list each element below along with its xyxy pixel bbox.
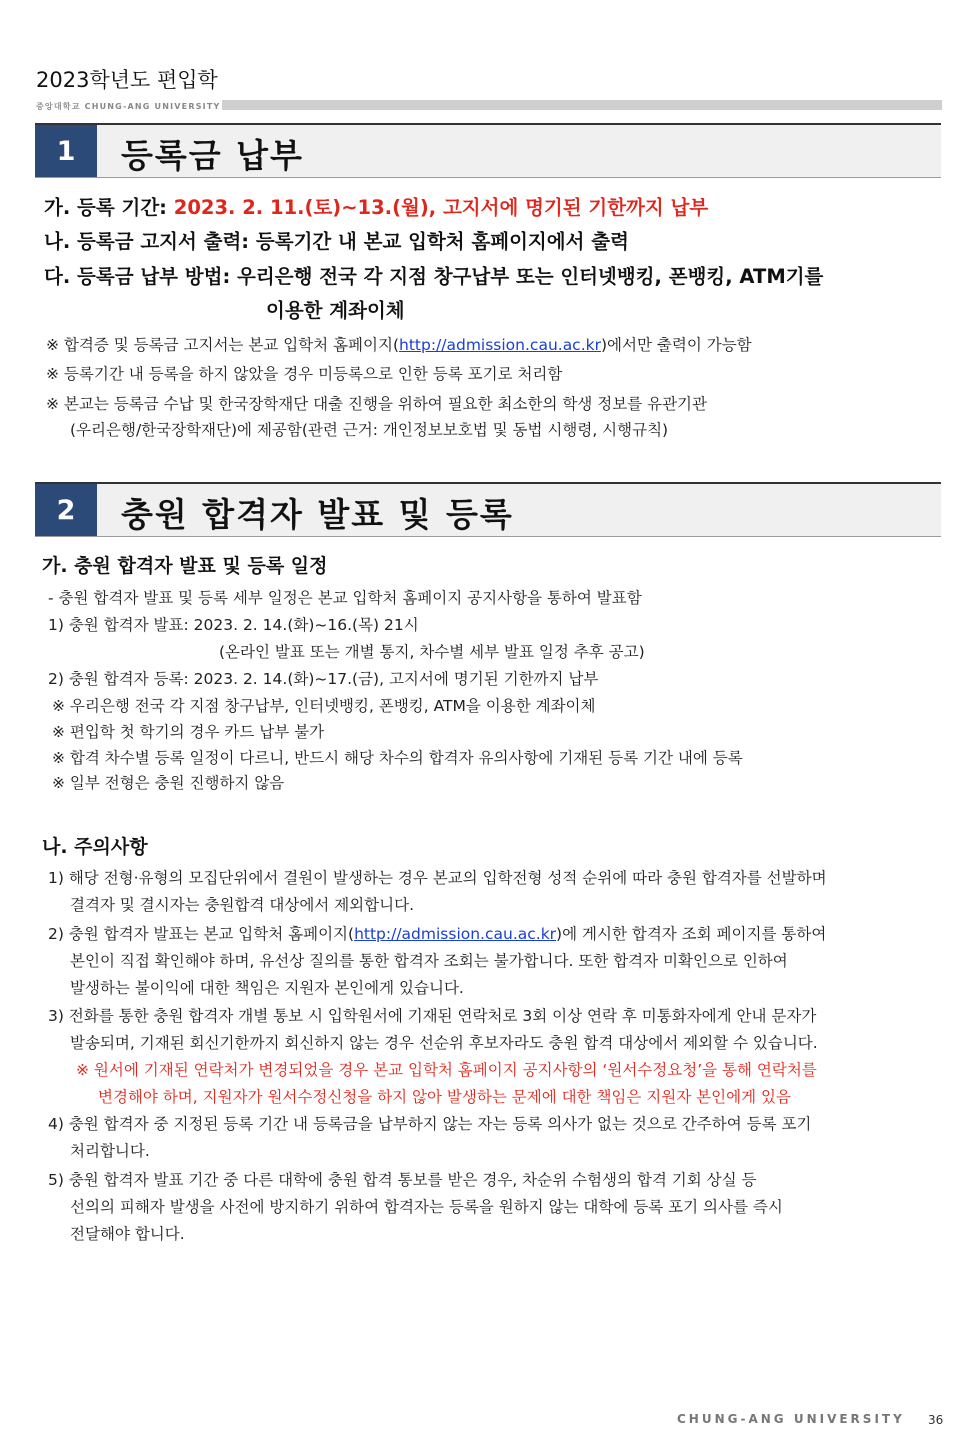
section-1-number: 1	[35, 125, 97, 177]
caution-4-line-1: 4) 충원 합격자 중 지정된 등록 기간 내 등록금을 납부하지 않는 자는 등록 의사가 없는 것으로 간주하여 등록 포기	[48, 1115, 812, 1133]
caution-2-line-2: 본인이 직접 확인해야 하며, 유선상 질의를 통한 합격자 조회는 불가합니다. 또한 합격자 미확인으로 인하여	[70, 952, 788, 970]
caution-2-line-3: 발생하는 불이익에 대한 책임은 지원자 본인에게 있습니다.	[70, 979, 464, 997]
caution-3-line-1: 3) 전화를 통한 충원 합격자 개별 통보 시 입학원서에 기재된 연락처로 3회 이상 연락 후 미통화자에게 안내 문자가	[48, 1007, 817, 1025]
schedule-item-1: 1) 충원 합격자 발표: 2023. 2. 14.(화)~16.(목) 21시	[48, 616, 419, 634]
caution-3-red-note-2: 변경해야 하며, 지원자가 원서수정신청을 하지 않아 발생하는 문제에 대한 책임은 지원자 본인에게 있음	[98, 1088, 791, 1106]
schedule-heading: 가. 충원 합격자 발표 및 등록 일정	[42, 555, 328, 577]
cautions-heading: 나. 주의사항	[42, 836, 148, 858]
note-admission-print	[46, 333, 752, 355]
registration-period-label: 가. 등록 기간:	[44, 196, 174, 219]
caution-3-line-2: 발송되며, 기재된 회신기한까지 회신하지 않는 경우 선순위 후보자라도 충원 합격 대상에서 제외할 수 있습니다.	[70, 1034, 818, 1052]
caution-5-line-3: 전달해야 합니다.	[70, 1225, 185, 1243]
schedule-note-1: ※ 우리은행 전국 각 지점 창구납부, 인터넷뱅킹, 폰뱅킹, ATM을 이용한 계좌이체	[52, 697, 596, 715]
section-2-header	[35, 482, 941, 537]
note-admission-print-tail: )에서만 출력이 가능함	[600, 336, 752, 354]
caution-2-line-1	[48, 922, 826, 944]
schedule-note-4: ※ 일부 전형은 충원 진행하지 않음	[52, 774, 285, 792]
caution-1-line-2: 결격자 및 결시자는 충원합격 대상에서 제외합니다.	[70, 896, 414, 914]
page-number: 36	[928, 1413, 944, 1427]
admission-homepage-link-2[interactable]: http://admission.cau.ac.kr	[354, 925, 557, 943]
note-privacy-line-1: ※ 본교는 등록금 수납 및 한국장학재단 대출 진행을 위하여 필요한 최소한의 학생 정보를 유관기관	[46, 395, 707, 413]
schedule-note-2: ※ 편입학 첫 학기의 경우 카드 납부 불가	[52, 723, 325, 741]
caution-2-text: 2) 충원 합격자 발표는 본교 입학처 홈페이지(	[48, 925, 355, 943]
caution-3-red-note-1: ※ 원서에 기재된 연락처가 변경되었을 경우 본교 입학처 홈페이지 공지사항의 ‘원서수정요청’을 통해 연락처를	[76, 1061, 817, 1079]
document-header-title: 2023학년도 편입학	[36, 68, 218, 92]
note-unregistered: ※ 등록기간 내 등록을 하지 않았을 경우 미등록으로 인한 등록 포기로 처리함	[46, 365, 563, 383]
payment-method-line-2: 이용한 계좌이체	[266, 299, 405, 322]
caution-1-line-1: 1) 해당 전형·유형의 모집단위에서 결원이 발생하는 경우 본교의 입학전형 성적 순위에 따라 충원 합격자를 선발하며	[48, 869, 827, 887]
payment-method-line-1: 다. 등록금 납부 방법: 우리은행 전국 각 지점 창구납부 또는 인터넷뱅킹, 폰뱅킹, ATM기를	[44, 265, 824, 288]
caution-5-line-2: 선의의 피해자 발생을 사전에 방지하기 위하여 합격자는 등록을 원하지 않는 대학에 등록 포기 의사를 즉시	[70, 1198, 783, 1216]
section-1-title: 등록금 납부	[121, 136, 304, 175]
caution-4-line-2: 처리합니다.	[70, 1142, 150, 1160]
schedule-intro: - 충원 합격자 발표 및 등록 세부 일정은 본교 입학처 홈페이지 공지사항을 통하여 발표함	[48, 589, 642, 607]
footer-brand: CHUNG-ANG UNIVERSITY	[677, 1412, 905, 1426]
section-2-title: 충원 합격자 발표 및 등록	[121, 495, 514, 534]
registration-period	[44, 192, 708, 220]
admission-homepage-link[interactable]: http://admission.cau.ac.kr	[399, 336, 601, 354]
caution-2-tail: )에 게시한 합격자 조회 페이지를 통하여	[556, 925, 827, 943]
caution-5-line-1: 5) 충원 합격자 발표 기간 중 다른 대학에 충원 합격 통보를 받은 경우, 차순위 수험생의 합격 기회 상실 등	[48, 1171, 757, 1189]
note-privacy-line-2: (우리은행/한국장학재단)에 제공함(관련 근거: 개인정보보호법 및 동법 시행령, 시행규칙)	[70, 421, 669, 439]
schedule-item-2: 2) 충원 합격자 등록: 2023. 2. 14.(화)~17.(금), 고지서에 명기된 기한까지 납부	[48, 670, 599, 688]
section-2-number: 2	[35, 484, 97, 536]
registration-period-value: 2023. 2. 11.(토)~13.(월), 고지서에 명기된 기한까지 납부	[173, 196, 709, 219]
section-1-header	[35, 123, 941, 178]
note-admission-print-text: ※ 합격증 및 등록금 고지서는 본교 입학처 홈페이지(	[46, 336, 399, 354]
schedule-item-1-sub: (온라인 발표 또는 개별 통지, 차수별 세부 발표 일정 추후 공고)	[219, 643, 645, 661]
header-rule	[222, 100, 942, 110]
university-logo: 중앙대학교 CHUNG-ANG UNIVERSITY	[36, 102, 221, 111]
invoice-print-line: 나. 등록금 고지서 출력: 등록기간 내 본교 입학처 홈페이지에서 출력	[44, 230, 629, 253]
schedule-note-3: ※ 합격 차수별 등록 일정이 다르니, 반드시 해당 차수의 합격자 유의사항에 기재된 등록 기간 내에 등록	[52, 749, 743, 767]
